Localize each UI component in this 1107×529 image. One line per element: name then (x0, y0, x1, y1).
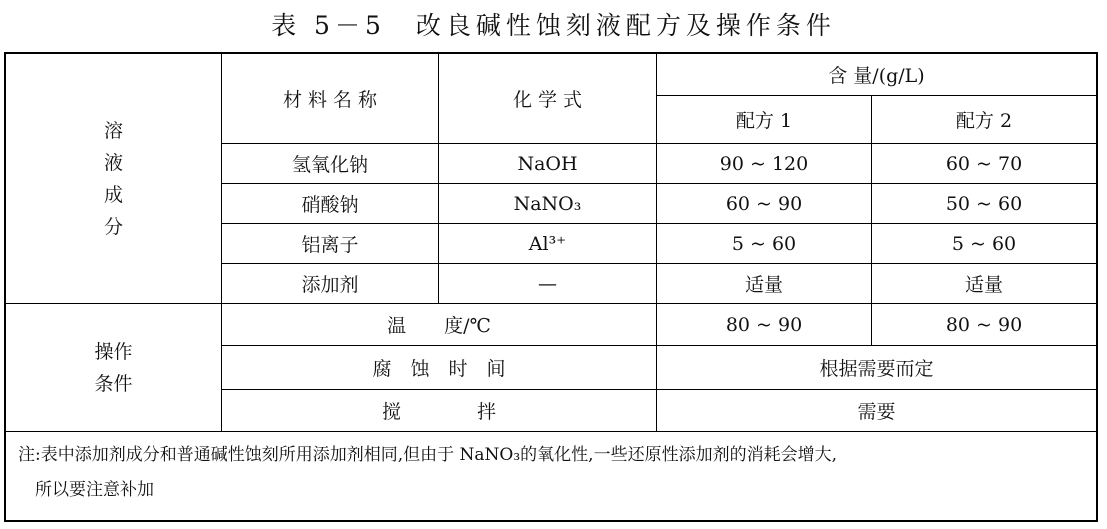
header-content: 含 量/(g/L) (657, 54, 1096, 96)
header-recipe-2: 配方 2 (872, 96, 1096, 144)
row-recipe-1: 90 ~ 120 (657, 144, 872, 184)
group-operation-line: 操作 (94, 340, 133, 363)
row-recipe-1: 适量 (657, 264, 872, 304)
row-recipe-2: 适量 (872, 264, 1096, 304)
group-solution-char: 成 (103, 183, 123, 206)
row-name: 铝离子 (222, 224, 439, 264)
group-solution-label (6, 54, 222, 304)
row-formula: NaOH (439, 144, 657, 184)
group-solution-char: 分 (103, 215, 123, 238)
group-operation-line: 条件 (94, 372, 133, 395)
group-solution-char: 液 (103, 151, 123, 174)
row-recipe-2: 60 ~ 70 (872, 144, 1096, 184)
op-stirring-value: 需要 (657, 390, 1096, 432)
header-material: 材 料 名 称 (222, 54, 439, 144)
row-name: 添加剂 (222, 264, 439, 304)
op-stirring-label: 搅 拌 (222, 390, 657, 432)
op-temperature-label: 温 度/℃ (222, 304, 657, 346)
header-formula: 化 学 式 (439, 54, 657, 144)
row-formula: — (439, 264, 657, 304)
table-title: 表 5－5 改良碱性蚀刻液配方及操作条件 (271, 11, 836, 40)
header-recipe-1: 配方 1 (657, 96, 872, 144)
op-etch-time-value: 根据需要而定 (657, 346, 1096, 390)
row-name: 硝酸钠 (222, 184, 439, 224)
row-recipe-1: 60 ~ 90 (657, 184, 872, 224)
table-footnote: 注:表中添加剂成分和普通碱性蚀刻所用添加剂相同,但由于 NaNO₃的氧化性,一些还原性添加剂的消耗会增大, 所以要注意补加 (18, 445, 837, 500)
op-temperature-recipe-2: 80 ~ 90 (872, 304, 1096, 346)
op-etch-time-label: 腐 蚀 时 间 (222, 346, 657, 390)
group-operation-label (6, 304, 222, 432)
row-name: 氢氧化钠 (222, 144, 439, 184)
group-solution-char: 溶 (103, 119, 123, 142)
recipe-table (4, 52, 1098, 522)
row-formula: Al³⁺ (439, 224, 657, 264)
row-recipe-2: 50 ~ 60 (872, 184, 1096, 224)
op-temperature-recipe-1: 80 ~ 90 (657, 304, 872, 346)
row-recipe-2: 5 ~ 60 (872, 224, 1096, 264)
row-formula: NaNO₃ (439, 184, 657, 224)
row-recipe-1: 5 ~ 60 (657, 224, 872, 264)
